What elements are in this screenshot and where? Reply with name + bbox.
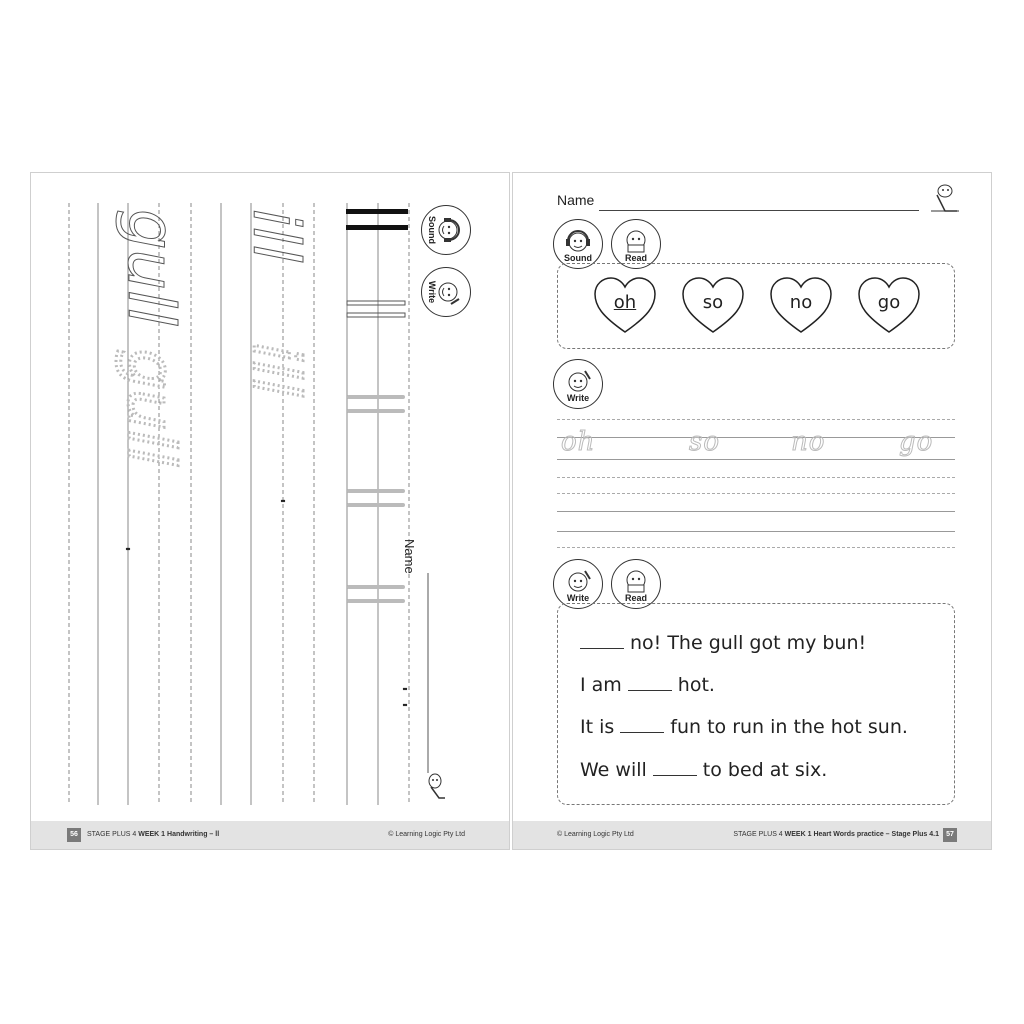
sentence-2: I am hot. xyxy=(580,674,715,696)
heart-words-box xyxy=(557,263,955,349)
page-title: Handwriting – ll xyxy=(167,831,220,838)
answer-blank[interactable] xyxy=(580,638,624,649)
faded-word-ill: ill xyxy=(238,343,312,397)
write-badge-2 xyxy=(553,559,603,609)
sound-badge-label: Sound xyxy=(427,216,437,244)
read-badge xyxy=(611,219,661,269)
monkey-pencil-icon xyxy=(565,569,591,593)
stage-label: STAGE PLUS 4 xyxy=(733,831,783,838)
trace-word-no: no xyxy=(791,427,826,457)
sentence-3: It is fun to run in the hot sun. xyxy=(580,716,908,738)
read-badge-label: Read xyxy=(624,593,647,603)
name-label: Name xyxy=(402,539,417,574)
sound-badge xyxy=(553,219,603,269)
heart-word-go xyxy=(856,276,922,336)
monkey-book-icon xyxy=(623,229,649,253)
answer-blank[interactable] xyxy=(653,765,697,776)
heart-word-no xyxy=(768,276,834,336)
write-badge xyxy=(553,359,603,409)
write-badge-label: Write xyxy=(566,393,590,403)
heart-word-label: go xyxy=(877,292,901,313)
page-number: 56 xyxy=(67,828,81,842)
page-title: Heart Words practice – Stage Plus 4.1 xyxy=(813,831,939,838)
monkey-pencil-icon xyxy=(437,279,461,305)
week-label: WEEK 1 xyxy=(138,831,166,838)
right-footer xyxy=(513,821,991,849)
right-page xyxy=(512,172,992,850)
read-badge-2 xyxy=(611,559,661,609)
page-number: 57 xyxy=(943,828,957,842)
copyright: © Learning Logic Pty Ltd xyxy=(557,831,634,838)
heart-word-label: oh xyxy=(613,292,637,313)
sentence-1: no! The gull got my bun! xyxy=(580,632,866,654)
name-line xyxy=(599,210,919,211)
sound-badge-label: Sound xyxy=(564,253,592,263)
answer-blank[interactable] xyxy=(628,680,672,691)
trace-word-so: so xyxy=(689,427,720,457)
write-badge xyxy=(421,267,471,317)
monkey-headphones-icon xyxy=(437,217,461,243)
heart-word-so xyxy=(680,276,746,336)
answer-blank[interactable] xyxy=(620,722,664,733)
write-badge-label: Write xyxy=(566,593,590,603)
heart-word-label: so xyxy=(702,292,724,313)
trace-word-ill: ill xyxy=(238,209,312,263)
left-page xyxy=(30,172,510,850)
mascot-icon xyxy=(923,181,963,217)
monkey-headphones-icon xyxy=(565,229,591,253)
trace-word-gull: gull xyxy=(113,209,187,326)
copyright: © Learning Logic Pty Ltd xyxy=(388,831,465,838)
left-footer xyxy=(31,821,509,849)
faded-word-gull: gull xyxy=(113,349,187,466)
ll-demo-bar-2 xyxy=(346,225,408,230)
heart-word-oh xyxy=(592,276,658,336)
week-label: WEEK 1 xyxy=(784,831,812,838)
monkey-book-icon xyxy=(623,569,649,593)
stage-label: STAGE PLUS 4 xyxy=(87,831,137,838)
trace-word-oh: oh xyxy=(561,427,596,457)
sentences-box xyxy=(557,603,955,805)
ll-demo-bar-1 xyxy=(346,209,408,214)
write-badge-label: Write xyxy=(427,280,437,304)
read-badge-label: Read xyxy=(624,253,647,263)
monkey-pencil-icon xyxy=(565,369,591,393)
name-label: Name xyxy=(557,192,595,208)
sentence-4: We will to bed at six. xyxy=(580,759,828,781)
sound-badge xyxy=(421,205,471,255)
mascot-icon xyxy=(425,771,449,801)
heart-word-label: no xyxy=(789,292,813,313)
trace-word-go: go xyxy=(899,427,934,457)
